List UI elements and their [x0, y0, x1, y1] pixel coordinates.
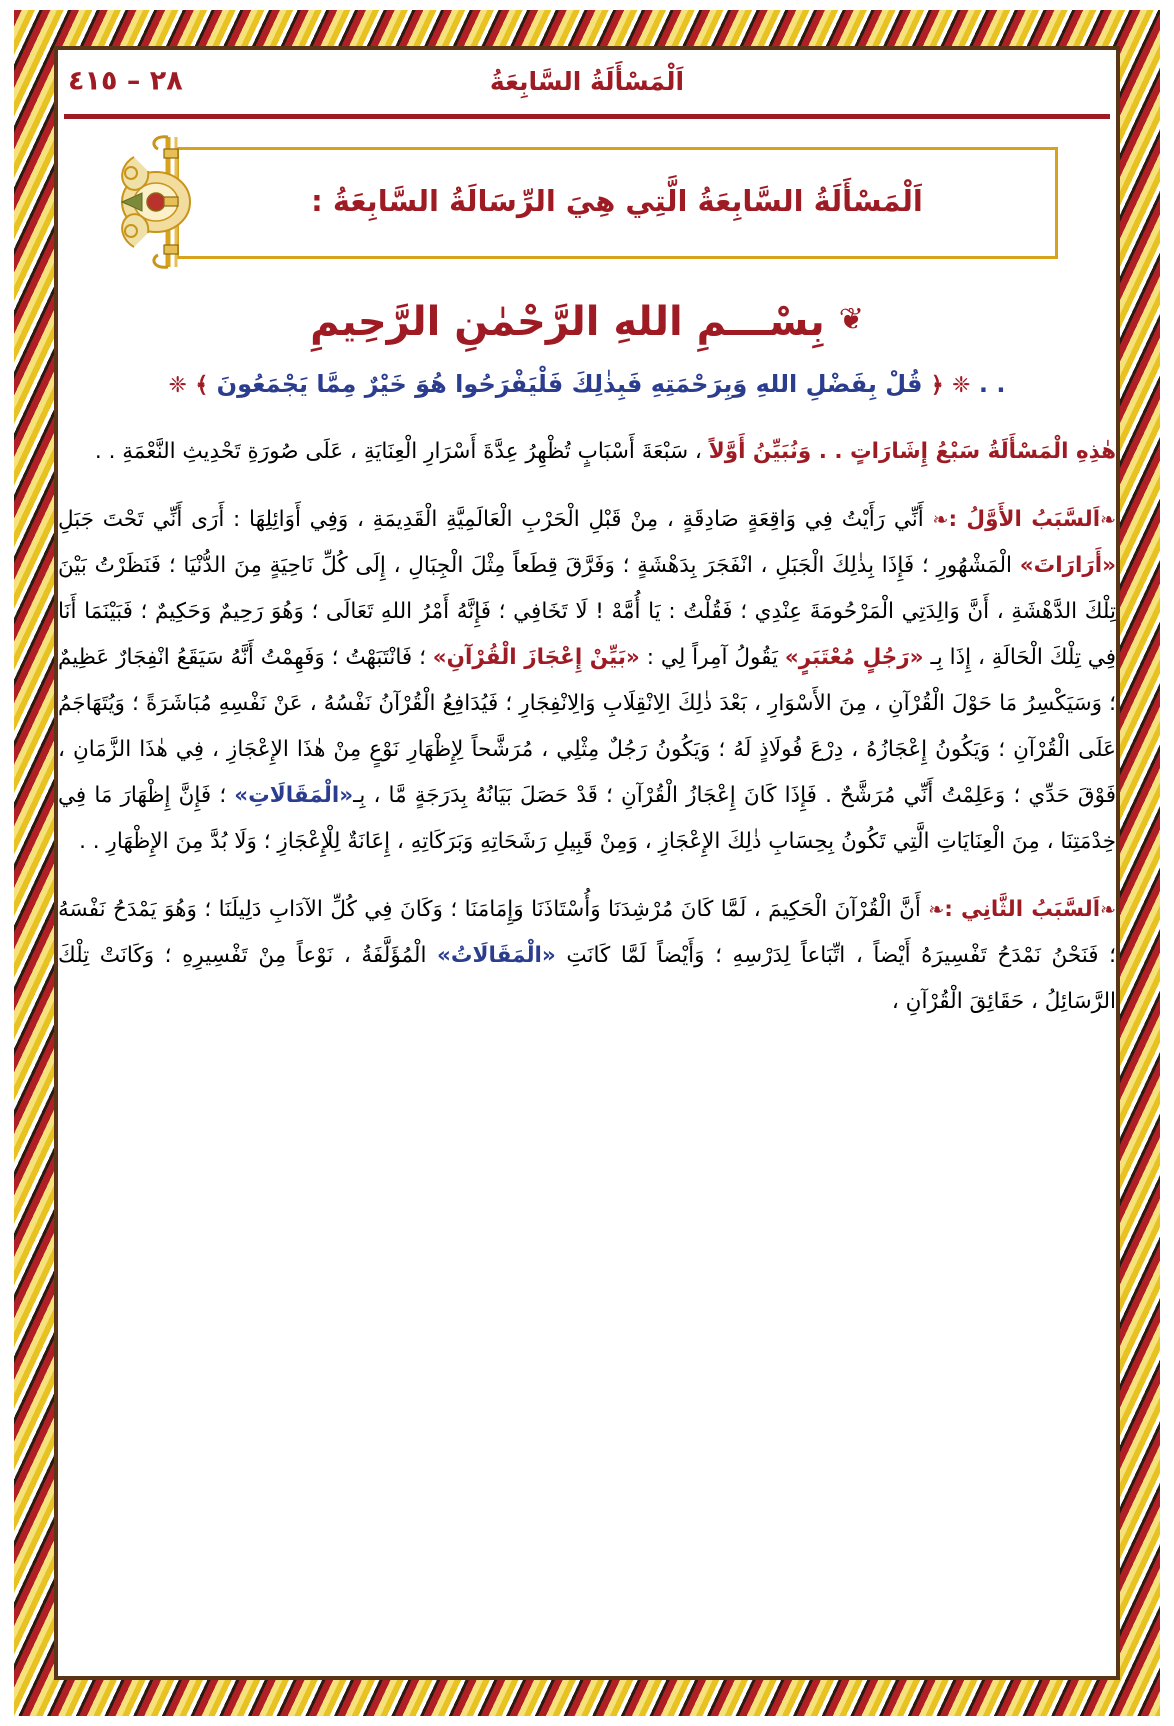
verse-ornament-left-icon: ❈: [168, 373, 187, 398]
page-content: [58, 52, 1116, 1674]
body-text-run: يَقُولُ آمِراً لِي :: [639, 645, 785, 670]
header-divider-rule: [64, 114, 1110, 119]
section-ornament-icon: ❧: [932, 509, 949, 531]
highlight-red-text: «بَيِّنْ إِعْجَازَ الْقُرْآنِ»: [432, 645, 640, 670]
verse-close-bracket-icon: ﴾: [195, 373, 209, 398]
body-text-run: الْمُؤَلَّفَةُ ، نَوْعاً مِنْ تَفْسِيرِهِ ؛ وَكَانَتْ تِلْكَ الرَّسَائِلُ ، حَقَائِقَ الْقُرْآنِ ،: [58, 943, 1116, 1014]
verse-open-bracket-icon: ﴿: [930, 373, 944, 398]
quran-verse-line: [58, 361, 1116, 409]
body-text-run: أَنِّي رَأَيْتُ فِي وَاقِعَةٍ صَادِقَةٍ ، مِنْ قَبْلِ الْحَرْبِ الْعَالَمِيَّةِ الْقَدِيمَةِ ، وَفِي أَوَائِلِهَا : أَرَى أَنِّي تَحْتَ جَبَلِ: [58, 507, 933, 532]
highlight-red-text: اَلسَّبَبُ الثَّانِي :: [944, 897, 1101, 922]
paragraph-intro: [58, 429, 1116, 475]
highlight-red-text: «رَجُلٍ مُعْتَبَرٍ»: [784, 645, 924, 670]
basmala-ornament-icon: ❦: [838, 302, 864, 337]
section-title-box: [176, 147, 1058, 259]
verse-trailing-dots: . .: [978, 370, 1006, 398]
highlight-red-text: «أَرَارَاتَ»: [1019, 553, 1116, 578]
section-title-text: اَلْمَسْأَلَةُ السَّابِعَةُ الَّتِي هِيَ الرِّسَالَةُ السَّابِعَةُ :: [311, 184, 923, 218]
highlight-blue-text: «الْمَقَالَاتِ»: [234, 783, 354, 808]
basmala-calligraphy: [58, 285, 1116, 355]
body-text-run: أَنَّ الْقُرْآنَ الْحَكِيمَ ، لَمَّا كَانَ مُرْشِدَنَا وَأُسْتَاذَنَا وَإِمَامَنَا ؛ وَكَانَ فِي كُلِّ الآدَابِ دَلِيلَنَا ؛ وَهُوَ يَمْدَحُ نَفْسَهُ ؛ فَنَحْنُ نَمْدَحُ تَفْسِيرَهُ أَيْضاً ، اتِّبَاعاً لِدَرْسِهِ ؛ وَأَيْضاً لَمَّا كَانَتِ: [58, 897, 1116, 968]
highlight-red-text: هٰذِهِ الْمَسْأَلَةُ سَبْعُ إِشَارَاتٍ . . وَنُبَيِّنُ أَوَّلاً: [708, 439, 1116, 464]
body-text-container: [58, 429, 1116, 1025]
body-text-run: ، سَبْعَةَ أَسْبَابٍ تُظْهِرُ عِدَّةَ أَسْرَارِ الْعِنَايَةِ ، عَلَى صُورَةِ تَحْدِيثِ النَّعْمَةِ . .: [94, 439, 709, 464]
basmala-text: بِسْـــمِ اللهِ الرَّحْمٰنِ الرَّحِيمِ: [310, 299, 825, 345]
body-text-run: ؛ فَانْتَبَهْتُ ؛ وَفَهِمْتُ أَنَّهُ سَيَقَعُ انْفِجَارٌ عَظِيمٌ ؛ وَسَيَكْسِرُ مَا حَوْلَ الْقُرْآنِ ، مِنَ الأَسْوَارِ ، بَعْدَ ذٰلِكَ الِانْقِلَابِ وَالِانْفِجَارِ ؛ فَيُدَافِعُ الْقُرْآنُ نَفْسُهُ ، عَنْ نَفْسِهِ مُبَاشَرَةً ؛ وَيُتَهَاجَمُ عَلَى الْقُرْآنِ ؛ وَيَكُونُ إِعْجَازُهُ ، دِرْعَ فُولَاذٍ لَهُ ؛ وَيَكُونُ رَجُلٌ مِثْلِي ، مُرَشَّحاً لِإِظْهَارِ نَوْعٍ مِنْ هٰذَا الإِعْجَازِ ، فِي هٰذَا الزَّمَانِ ، فَوْقَ حَدِّي ؛ وَعَلِمْتُ أَنِّي مُرَشَّحٌ . فَإِذَا كَانَ إِعْجَازُ الْقُرْآنِ ؛ قَدْ حَصَلَ بَيَانُهُ بِدَرَجَةٍ مَّا ، بِـ: [58, 645, 1116, 808]
section-title-container: [176, 147, 1058, 259]
paragraph-sabab-thani: [58, 887, 1116, 1025]
verse-text: قُلْ بِفَضْلِ اللهِ وَبِرَحْمَتِهِ فَبِذٰلِكَ فَلْيَفْرَحُوا هُوَ خَيْرٌ مِمَّا يَجْمَعُونَ: [216, 370, 923, 398]
highlight-blue-text: «الْمَقَالَاتُ»: [437, 943, 556, 968]
body-text-run: الْمَشْهُورِ ؛ فَإِذَا بِذٰلِكَ الْجَبَلِ ، انْفَجَرَ بِدَهْشَةٍ ؛ وَفَرَّقَ قِطَعاً مِثْلَ الْجِبَالِ ، إِلَى كُلِّ نَاحِيَةٍ مِنَ الدُّنْيَا ؛ فَنَظَرْتُ بَيْنَ تِلْكَ الدَّهْشَةِ ، أَنَّ وَالِدَتِي الْمَرْحُومَةَ عِنْدِي ؛ فَقُلْتُ : يَا أُمَّهْ ! لَا تَخَافِي ؛ فَإِنَّهُ أَمْرُ اللهِ تَعَالَى ؛ وَهُوَ رَحِيمٌ وَحَكِيمٌ ؛ فَبَيْنَمَا أَنَا فِي تِلْكَ الْحَالَةِ ، إِذَا بِـ: [58, 553, 1116, 670]
paragraph-sabab-awwal: [58, 497, 1116, 865]
section-ornament-icon: ❧: [1100, 899, 1116, 921]
page-number: ٢٨ – ٤١٥: [68, 65, 183, 97]
section-ornament-icon: ❧: [1100, 509, 1116, 531]
verse-ornament-right-icon: ❈: [952, 373, 971, 398]
body-text-run: ؛ فَإِنَّ إِظْهَارَ مَا فِي خِدْمَتِنَا ، مِنَ الْعِنَايَاتِ الَّتِي تَكُونُ بِحِسَابِ ذٰلِكَ الإِعْجَازِ ، وَمِنْ قَبِيلِ رَشَحَاتِهِ وَبَرَكَاتِهِ ، إِعَانَةٌ لِلْإِعْجَازِ ؛ وَلَا بُدَّ مِنَ الإِظْهَارِ . .: [58, 783, 1116, 854]
highlight-red-text: اَلسَّبَبُ الأَوَّلُ :: [948, 507, 1101, 532]
page-title: اَلْمَسْأَلَةُ السَّابِعَةُ: [489, 66, 685, 96]
page-header: [58, 52, 1116, 110]
section-ornament-icon: ❧: [928, 899, 945, 921]
